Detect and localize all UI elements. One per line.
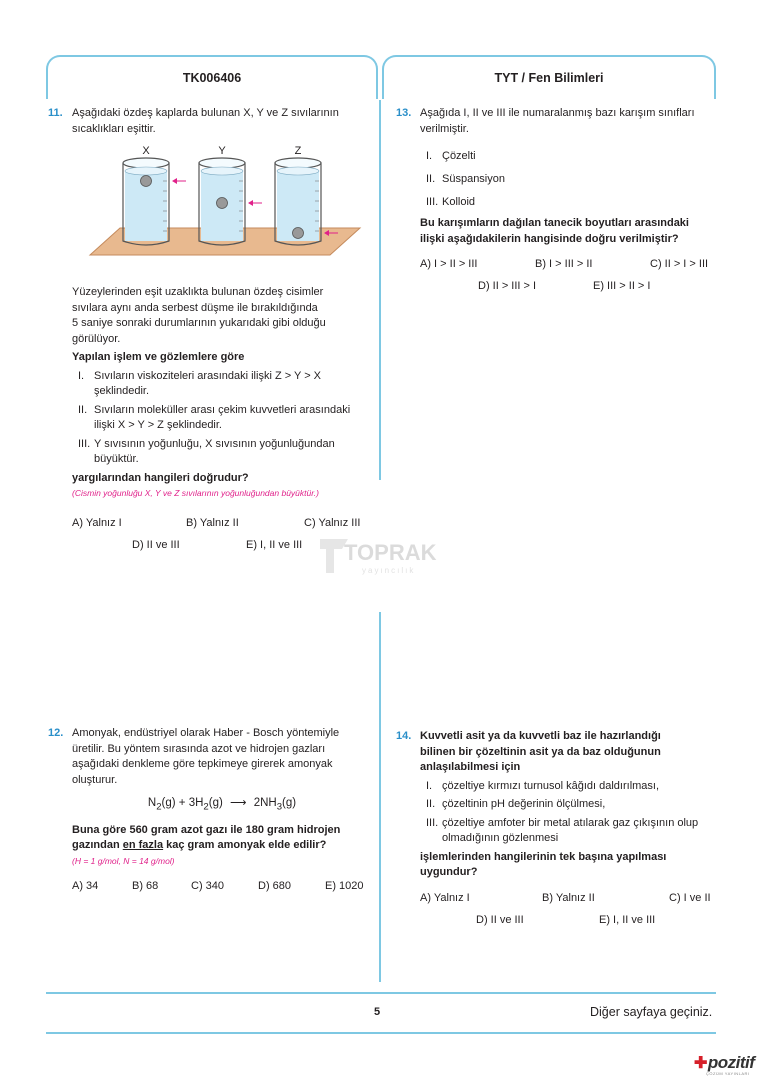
- q11-desc-4: görülüyor.: [72, 332, 121, 345]
- question-12: [48, 726, 372, 895]
- statement-3: III. Y sıvısının yoğunluğu, X sıvısının yoğunluğundan büyüktür.: [78, 437, 335, 465]
- svg-text:yayıncılık: yayıncılık: [362, 566, 416, 575]
- choice-b[interactable]: B) 68: [132, 880, 159, 893]
- ball-y: [217, 198, 228, 209]
- q13-intro-2: verilmiştir.: [420, 122, 469, 135]
- choice-e[interactable]: E) 1020: [325, 880, 364, 893]
- footer-rule-bottom: [46, 1032, 716, 1034]
- choice-d[interactable]: D) II ve III: [132, 538, 180, 551]
- question-14: [396, 729, 720, 929]
- reaction-arrow: ⟶: [230, 797, 247, 809]
- container-label-z: Z: [294, 145, 302, 157]
- q13-items: [420, 145, 720, 214]
- choice-c[interactable]: C) II > I > III: [650, 258, 709, 270]
- q11-intro-1: Aşağıdaki özdeş kaplarda bulunan X, Y ve Z sıvılarının: [72, 107, 339, 119]
- plus-icon: ✚: [694, 1055, 707, 1072]
- choice-c[interactable]: C) Yalnız III: [304, 516, 361, 529]
- choice-a[interactable]: A) 34: [72, 880, 99, 893]
- choice-a[interactable]: A) Yalnız I: [420, 891, 470, 904]
- choice-e[interactable]: E) I, II ve III: [599, 913, 656, 926]
- footer-rule-top: [46, 992, 716, 994]
- item-1: I. Çözelti: [426, 150, 476, 162]
- container-label-y: Y: [218, 145, 226, 157]
- q14-statements: [420, 779, 720, 847]
- item-3: III. Kolloid: [426, 196, 476, 208]
- ball-z: [293, 228, 304, 239]
- q14-question-2: uygundur?: [420, 866, 478, 878]
- q13-intro-1: Aşağıda I, II ve III ile numaralanmış bazı karışım sınıfları: [420, 107, 695, 119]
- q13-choices-row-1: [420, 257, 720, 273]
- q12-question-2: gazından en fazla kaç gram amonyak elde edilir?: [72, 839, 327, 852]
- choice-c[interactable]: C) I ve II: [669, 891, 711, 904]
- question-number: 12.: [48, 727, 64, 739]
- header-left: [46, 55, 378, 99]
- choice-d[interactable]: D) 680: [258, 880, 292, 893]
- beaker-z: [275, 158, 338, 245]
- statement-1: I. Sıvıların viskoziteleri arasındaki ilişki Z > Y > X şeklindedir.: [78, 369, 322, 397]
- next-page-note: Diğer sayfaya geçiniz.: [590, 1005, 713, 1019]
- exam-title: TYT / Fen Bilimleri: [494, 71, 604, 85]
- q14-choices-row-1: [420, 891, 720, 907]
- exam-code: TK006406: [182, 71, 242, 85]
- statement-1: I. çözeltiye kırmızı turnusol kâğıdı daldırılması,: [426, 779, 660, 792]
- q12-choices-row: [72, 879, 372, 895]
- question-number: 13.: [396, 107, 412, 119]
- page-number: 5: [374, 1006, 381, 1018]
- choice-b[interactable]: B) Yalnız II: [186, 516, 239, 529]
- svg-text:TOPRAK: TOPRAK: [344, 540, 437, 565]
- column-divider-top: [379, 100, 381, 480]
- q11-desc-3: 5 saniye sonraki durumlarının yukarıdaki gibi olduğu: [72, 317, 326, 329]
- publisher-logo-sub: ÇÖZÜM YAYINLARI: [706, 1071, 750, 1076]
- header-right: [382, 55, 716, 99]
- q13-choices-row-2: [420, 279, 720, 295]
- q14-intro-3: anlaşılabilmesi için: [420, 761, 521, 773]
- q11-question: yargılarından hangileri doğrudur?: [72, 471, 249, 484]
- q13-question-1: Bu karışımların dağılan tanecik boyutları arasındaki: [420, 217, 689, 229]
- q11-note: (Cismin yoğunluğu X, Y ve Z sıvılarının yoğunluğundan büyüktür.): [72, 488, 319, 498]
- q11-choices-row-1: [72, 516, 372, 532]
- q14-intro-1: Kuvvetli asit ya da kuvvetli baz ile hazırlandığı: [420, 730, 661, 742]
- statement-2: II. Sıvıların moleküller arası çekim kuvvetleri arasındaki ilişki X > Y > Z şeklindedir.: [78, 403, 351, 431]
- q11-statements: [72, 369, 372, 468]
- q12-question-1: Buna göre 560 gram azot gazı ile 180 gram hidrojen: [72, 823, 341, 836]
- q11-prompt: Yapılan işlem ve gözlemlere göre: [72, 351, 245, 363]
- q12-intro-2: üretilir. Bu yöntem sırasında azot ve hidrojen gazları: [72, 742, 326, 755]
- question-number: 14.: [396, 730, 412, 742]
- q14-choices-row-2: [420, 913, 720, 929]
- publisher-watermark: [318, 533, 448, 579]
- q12-intro-4: oluşturur.: [72, 773, 118, 786]
- q11-desc-2: sıvılara aynı anda serbest düşme ile bırakıldığında: [72, 301, 318, 314]
- q12-intro-1: Amonyak, endüstriyel olarak Haber - Bosch yöntemiyle: [72, 727, 340, 739]
- question-number: 11.: [48, 107, 63, 119]
- q12-intro-3: aşağıdaki denkleme göre tepkimeye girerek amonyak: [72, 758, 333, 770]
- statement-3: III. çözeltiye amfoter bir metal atılarak gaz çıkışının olup olmadığının gözlenmesi: [426, 816, 699, 844]
- choice-b[interactable]: B) Yalnız II: [542, 891, 595, 904]
- statement-2: II. çözeltinin pH değerinin ölçülmesi,: [426, 798, 606, 810]
- q13-question-2: ilişki aşağıdakilerin hangisinde doğru verilmiştir?: [420, 232, 679, 245]
- choice-a[interactable]: A) Yalnız I: [72, 516, 122, 529]
- q14-question-1: işlemlerinden hangilerinin tek başına yapılması: [420, 850, 667, 863]
- ball-x: [141, 176, 152, 187]
- choice-e[interactable]: E) III > II > I: [593, 280, 651, 292]
- reaction-equation: $N_2(g) + 3H_2(g)$ ⟶ $2NH_3(g)$: [147, 797, 297, 813]
- choice-d[interactable]: D) II ve III: [476, 913, 524, 926]
- q11-intro-2: sıcaklıkları eşittir.: [72, 122, 156, 135]
- choice-e[interactable]: E) I, II ve III: [246, 538, 303, 551]
- q11-desc-1: Yüzeylerinden eşit uzaklıkta bulunan özdeş cisimler: [72, 286, 324, 298]
- choice-a[interactable]: A) I > II > III: [420, 258, 478, 270]
- beakers-figure: [72, 145, 372, 263]
- question-13: [396, 106, 720, 295]
- container-label-x: X: [142, 145, 150, 157]
- q12-note: (H = 1 g/mol, N = 14 g/mol): [72, 855, 175, 866]
- choice-d[interactable]: D) II > III > I: [478, 280, 537, 292]
- publisher-logo: ✚pozitif: [694, 1053, 755, 1072]
- choice-c[interactable]: C) 340: [191, 880, 225, 893]
- item-2: II. Süspansiyon: [426, 173, 505, 185]
- q14-intro-2: bilinen bir çözeltinin asit ya da baz olduğunun: [420, 745, 661, 758]
- choice-b[interactable]: B) I > III > II: [535, 258, 593, 270]
- question-11: [48, 106, 372, 554]
- column-divider-bottom: [379, 612, 381, 982]
